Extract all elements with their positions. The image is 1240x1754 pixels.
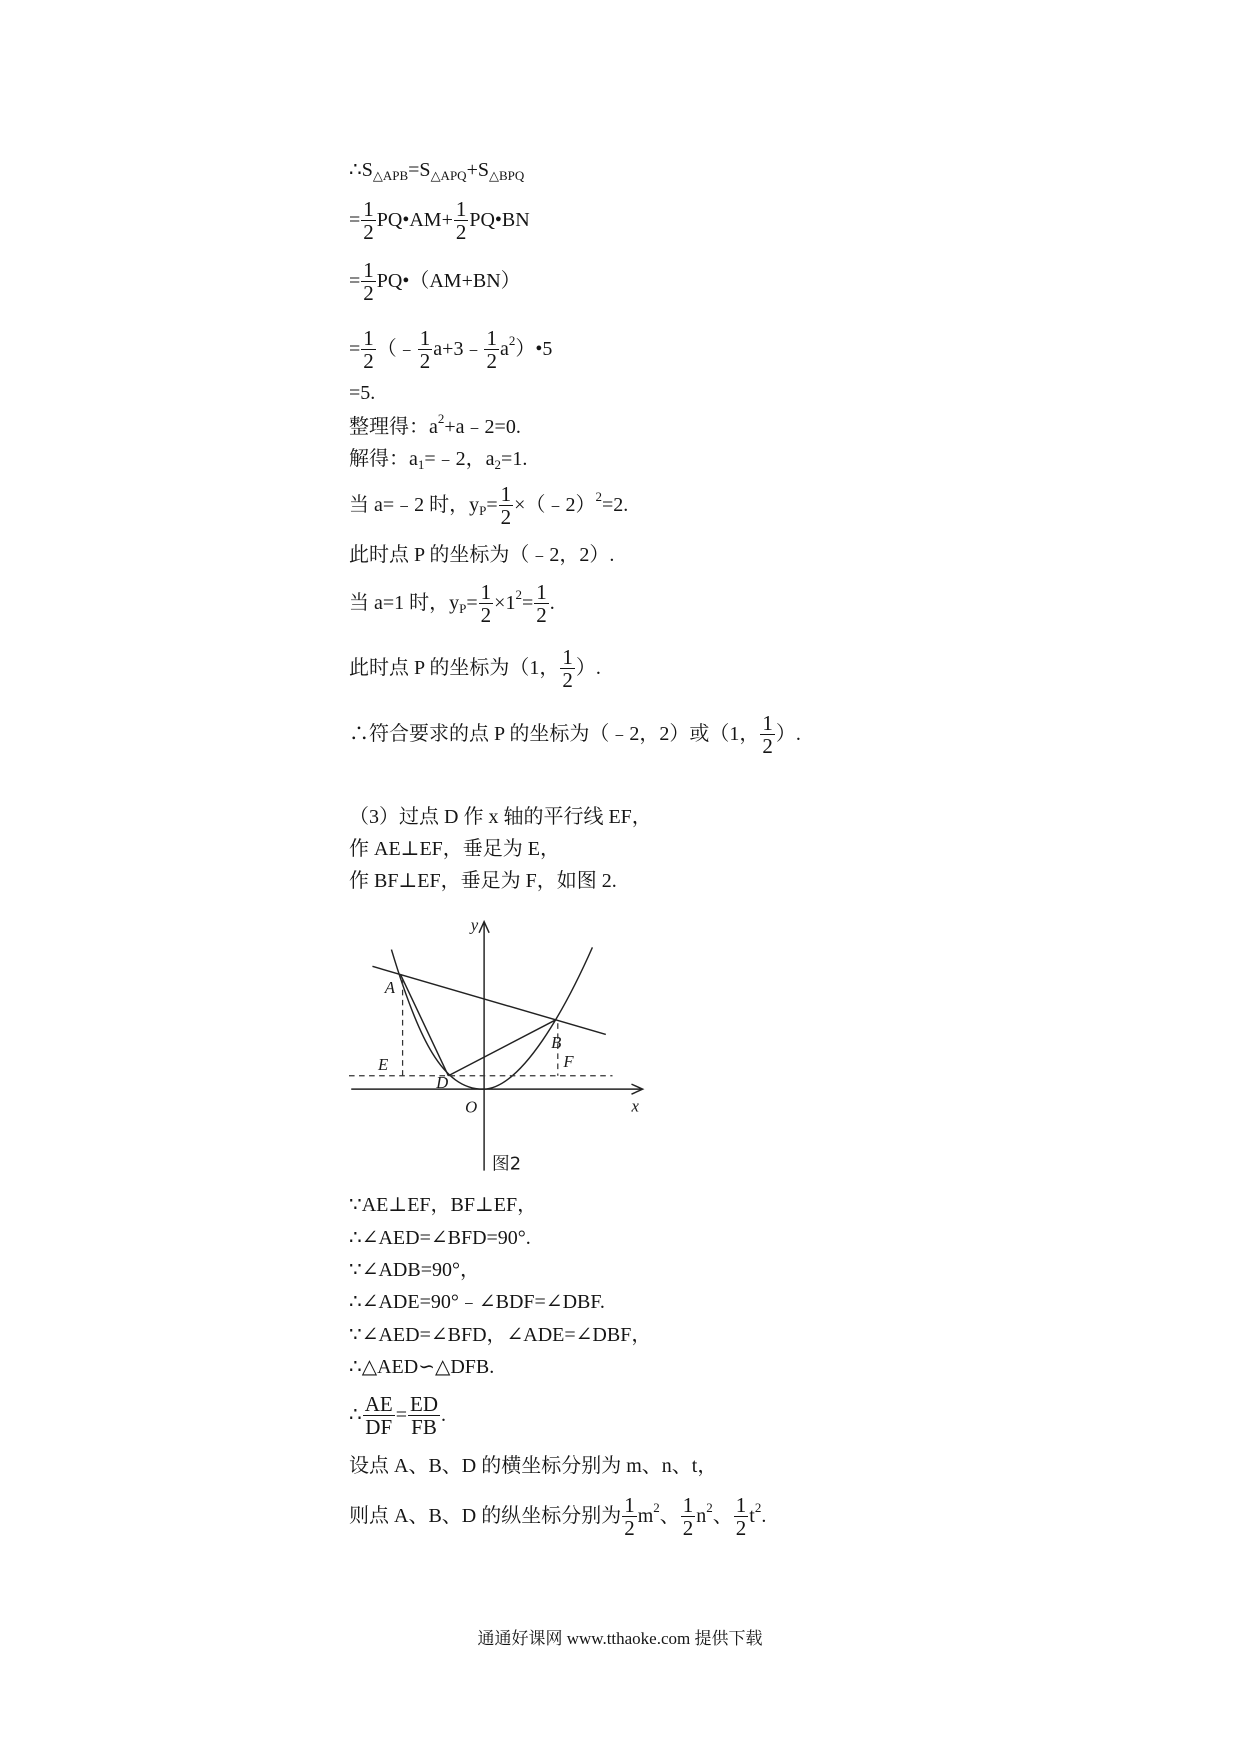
fraction-denominator: 2: [363, 280, 374, 305]
text-segment: ）.: [775, 723, 801, 745]
text-segment: =: [466, 592, 478, 614]
subscript: △APQ: [430, 168, 467, 183]
fraction-denominator: 2: [363, 348, 374, 373]
text-segment: ×（﹣2）: [514, 494, 596, 516]
text-segment: 解得：a: [349, 448, 418, 470]
text-segment: =﹣2，a: [424, 448, 495, 470]
fraction-numerator: 1: [363, 325, 374, 350]
fraction-numerator: 1: [735, 1492, 747, 1517]
line-2: [349, 195, 530, 245]
fraction: [760, 710, 775, 758]
fraction-numerator: 1: [486, 325, 497, 350]
y-axis-label: y: [470, 916, 479, 935]
line-4: [349, 324, 552, 374]
text-segment: 作 AE⊥EF，垂足为 E，: [349, 838, 561, 860]
fraction-numerator: 1: [624, 1492, 635, 1517]
text-segment: 此时点 P 的坐标为（﹣2，2）.: [349, 544, 615, 566]
text-segment: .: [549, 592, 555, 614]
point-d-label: D: [436, 1073, 449, 1093]
line-21-content: [349, 1355, 494, 1379]
fraction-denominator: DF: [365, 1414, 393, 1439]
text-segment: =S: [408, 159, 431, 181]
fraction-numerator: AE: [364, 1391, 393, 1416]
subscript: △APB: [372, 168, 409, 183]
text-segment: n: [696, 1505, 707, 1527]
superscript: 2: [653, 1500, 660, 1515]
line-21: [349, 1342, 494, 1392]
line-12: [349, 709, 801, 759]
fraction-denominator: 2: [762, 733, 773, 758]
fraction: [363, 1391, 395, 1439]
text-segment: =5.: [349, 382, 376, 404]
text-segment: m: [637, 1505, 654, 1527]
text-segment: ∴∠ADE=90°﹣∠BDF=∠DBF.: [349, 1291, 605, 1313]
text-segment: 当 a=1 时，y: [349, 592, 460, 614]
text-segment: =: [349, 270, 361, 292]
fraction-numerator: 1: [363, 257, 374, 282]
text-segment: a: [499, 338, 509, 360]
fraction-denominator: 2: [455, 219, 467, 244]
line-2-content: [349, 196, 530, 244]
subscript: △BPQ: [488, 168, 525, 183]
point-b-label: B: [551, 1032, 562, 1052]
text-segment: 则点 A、B、D 的纵坐标分别为: [349, 1505, 622, 1527]
fraction: [622, 1492, 637, 1540]
line-23: [349, 1441, 717, 1491]
fraction-numerator: 1: [562, 644, 573, 669]
text-segment: PQ•AM+: [376, 209, 453, 231]
line-7: [349, 434, 527, 484]
text-segment: 设点 A、B、D 的横坐标分别为 m、n、t，: [349, 1455, 718, 1477]
fraction-numerator: 1: [500, 481, 512, 506]
text-segment: 、: [659, 1505, 680, 1527]
fraction: [418, 325, 433, 373]
line-8: [349, 480, 628, 530]
text-segment: ∴△AED∽△DFB.: [349, 1356, 495, 1378]
point-e-label: E: [378, 1055, 389, 1075]
text-segment: .: [761, 1505, 767, 1527]
line-10-content: [349, 579, 555, 627]
fraction: [534, 579, 549, 627]
fraction: [361, 257, 376, 305]
fraction-denominator: FB: [411, 1414, 437, 1439]
fraction: [454, 196, 469, 244]
segment-db: [448, 1020, 555, 1076]
text-segment: ∴S: [349, 159, 373, 181]
fraction-denominator: 2: [480, 602, 492, 627]
text-segment: ∴∠AED=∠BFD=90°.: [349, 1227, 531, 1249]
fraction-numerator: 1: [480, 579, 492, 604]
figure-caption: 图2: [491, 1153, 522, 1173]
fraction-numerator: 1: [682, 1492, 694, 1517]
origin-label: O: [465, 1097, 478, 1117]
text-segment: a+3﹣: [433, 338, 484, 360]
fraction-denominator: 2: [419, 348, 431, 373]
text-segment: 此时点 P 的坐标为（1，: [349, 657, 560, 679]
superscript: 2: [754, 1500, 762, 1515]
text-segment: PQ•BN: [469, 209, 530, 231]
text-segment: =: [349, 209, 361, 231]
text-segment: ）.: [575, 657, 601, 679]
line-15: [349, 856, 617, 906]
line-24-content: [349, 1492, 767, 1540]
superscript: 2: [595, 489, 602, 504]
fraction-denominator: 2: [562, 667, 573, 692]
line-7-content: [349, 447, 527, 471]
page-footer: [0, 1611, 1240, 1661]
fraction-denominator: 2: [682, 1515, 694, 1540]
fraction-denominator: 2: [536, 602, 547, 627]
text-segment: =1.: [501, 448, 528, 470]
line-4-content: [349, 325, 553, 373]
subscript: 2: [494, 457, 502, 472]
text-segment: =: [349, 338, 361, 360]
text-segment: +S: [466, 159, 489, 181]
fraction: [681, 1492, 696, 1540]
fraction: [361, 196, 376, 244]
line-15-content: [349, 869, 617, 893]
fraction: [361, 325, 376, 373]
fraction-denominator: 2: [486, 348, 497, 373]
fraction-numerator: ED: [410, 1391, 439, 1416]
fraction-numerator: 1: [419, 325, 431, 350]
text-segment: =: [395, 1404, 408, 1426]
fraction-denominator: 2: [363, 219, 374, 244]
line-10: [349, 578, 555, 628]
text-segment: t: [749, 1505, 755, 1527]
text-segment: ×1: [494, 592, 516, 614]
text-segment: =: [521, 592, 534, 614]
superscript: 2: [437, 411, 445, 426]
fraction-numerator: 1: [363, 196, 374, 221]
figure-2-parabola-diagram: [349, 916, 646, 1173]
point-a-label: A: [384, 978, 395, 998]
line-1-content: [349, 158, 524, 182]
subscript: 1: [417, 457, 425, 472]
line-22-content: [349, 1391, 447, 1439]
text-segment: ∴符合要求的点 P 的坐标为（﹣2，2）或（1，: [349, 723, 760, 745]
text-segment: 当 a=﹣2 时，y: [349, 494, 480, 516]
line-24: [349, 1491, 766, 1541]
fraction-denominator: 2: [735, 1515, 747, 1540]
fraction: [484, 325, 499, 373]
fraction-numerator: 1: [455, 196, 467, 221]
text-segment: 、: [712, 1505, 733, 1527]
subscript: P: [479, 503, 487, 518]
text-segment: 整理得：a: [349, 416, 438, 438]
line-1: [349, 145, 524, 195]
subscript: P: [459, 601, 467, 616]
text-segment: .: [441, 1404, 447, 1426]
line-9: [349, 530, 614, 580]
text-segment: =: [486, 494, 498, 516]
superscript: 2: [706, 1500, 713, 1515]
line-8-content: [349, 481, 629, 529]
line-12-content: [349, 710, 801, 758]
text-segment: ∴: [349, 1404, 362, 1426]
fraction: [479, 579, 494, 627]
text-segment: ）•5: [515, 338, 553, 360]
point-f-label: F: [563, 1051, 574, 1071]
line-22: [349, 1390, 446, 1440]
line-3-content: [349, 257, 521, 305]
segment-ad: [400, 974, 448, 1076]
fraction-denominator: 2: [624, 1515, 635, 1540]
fraction: [499, 481, 514, 529]
text-segment: =2.: [601, 494, 629, 516]
line-9-content: [349, 543, 614, 567]
fraction: [560, 644, 575, 692]
text-segment: ∵∠AED=∠BFD，∠ADE=∠DBF，: [349, 1324, 652, 1346]
superscript: 2: [508, 333, 516, 348]
text-segment: 作 BF⊥EF，垂足为 F，如图 2.: [349, 870, 617, 892]
x-axis-label: x: [631, 1096, 639, 1116]
text-segment: PQ•（AM+BN）: [376, 270, 521, 292]
text-segment: ∵∠ADB=90°，: [349, 1259, 480, 1281]
line-23-content: [349, 1454, 717, 1478]
fraction-numerator: 1: [762, 710, 773, 735]
text-segment: +a﹣2=0.: [444, 416, 521, 438]
fraction: [408, 1391, 440, 1439]
text-segment: （﹣: [376, 338, 417, 360]
text-segment: ∵AE⊥EF，BF⊥EF，: [349, 1194, 538, 1216]
superscript: 2: [515, 587, 522, 602]
line-11-content: [349, 644, 601, 692]
footer-text: 通通好课网 www.tthaoke.com 提供下载: [477, 1628, 763, 1648]
line-11: [349, 643, 601, 693]
fraction-numerator: 1: [536, 579, 547, 604]
text-segment: （3）过点 D 作 x 轴的平行线 EF，: [349, 806, 652, 828]
fraction: [734, 1492, 749, 1540]
fraction-denominator: 2: [500, 504, 512, 529]
line-3: [349, 256, 521, 306]
